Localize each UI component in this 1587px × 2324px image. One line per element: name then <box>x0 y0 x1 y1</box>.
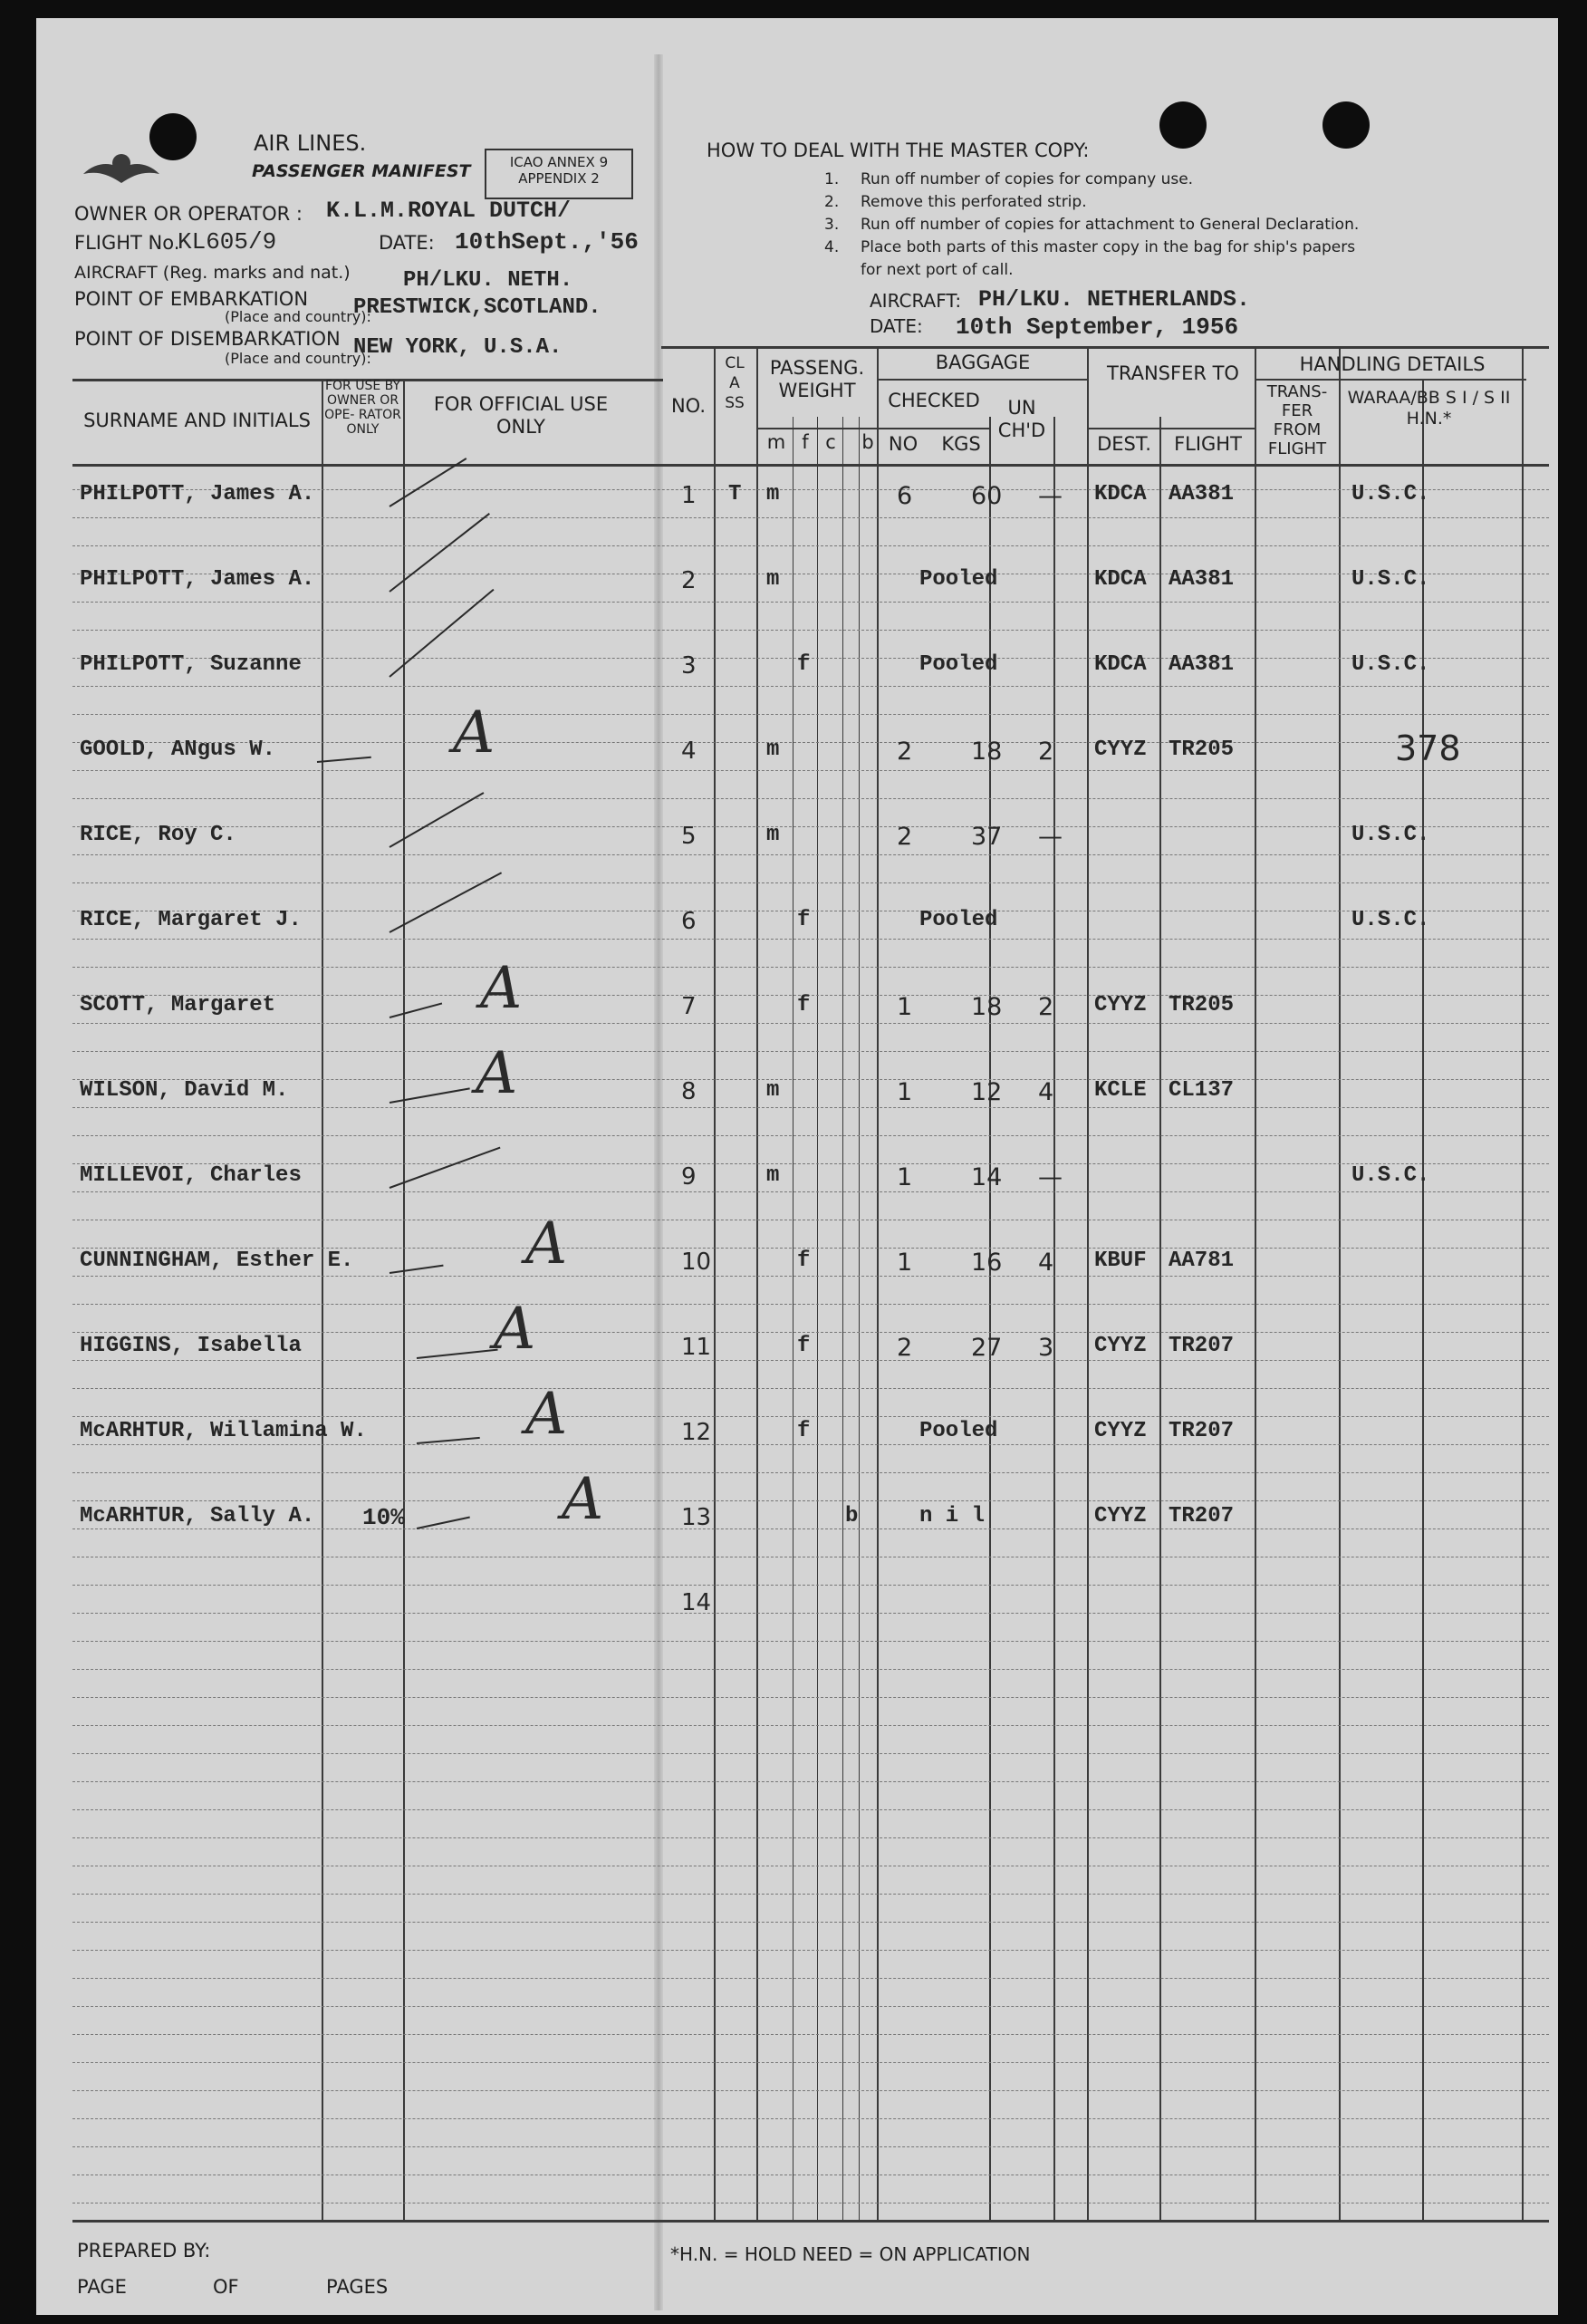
col-divider <box>1339 346 1341 2220</box>
passenger-name: CUNNINGHAM, Esther E. <box>80 1249 354 1273</box>
row-number: 11 <box>681 1334 712 1361</box>
official-mark: A <box>480 955 523 1022</box>
disembark-sub: (Place and country): <box>225 350 371 367</box>
master-step: 1. Run off number of copies for company use. <box>824 170 1194 188</box>
weight-m: m <box>766 1163 780 1188</box>
transfer-dest: CYYZ <box>1094 993 1147 1017</box>
passenger-name: HIGGINS, Isabella <box>80 1334 302 1358</box>
ruling-line <box>72 1107 1549 1108</box>
row-number: 1 <box>681 482 697 509</box>
ruling-line <box>72 742 1549 743</box>
ruling-line <box>72 939 1549 940</box>
baggage-pooled: Pooled <box>919 567 998 592</box>
master-step: 4. Place both parts of this master copy in the bag for ship's papers <box>824 238 1356 256</box>
transfer-dest: CYYZ <box>1094 1419 1147 1443</box>
handwritten-stroke <box>417 1349 498 1359</box>
embark-value: PRESTWICK,SCOTLAND. <box>353 295 601 320</box>
baggage-kgs: 16 <box>971 1249 1003 1277</box>
baggage-count: 1 <box>897 1078 913 1106</box>
punch-hole <box>1159 101 1207 149</box>
weight-f: f <box>797 908 811 932</box>
col-transfer-from: TRANS- FER FROM FLIGHT <box>1266 382 1328 458</box>
weight-f: f <box>797 993 811 1017</box>
weight-b: b <box>845 1504 859 1528</box>
weight-f: f <box>797 1249 811 1273</box>
ruling-line <box>72 1500 1549 1501</box>
ruling-line <box>72 630 1549 631</box>
master-aircraft-label: AIRCRAFT: <box>870 290 962 312</box>
transfer-dest: KDCA <box>1094 567 1147 592</box>
col-surname: SURNAME AND INITIALS <box>83 410 311 431</box>
handling-rule <box>1255 379 1526 381</box>
weight-m: m <box>766 567 780 592</box>
handling-note: U.S.C. <box>1351 1163 1430 1188</box>
passenger-name: WILSON, David M. <box>80 1078 289 1103</box>
passenger-name: PHILPOTT, James A. <box>80 482 315 506</box>
ruling-line <box>72 1837 1549 1838</box>
ruling-line <box>72 1725 1549 1726</box>
ruling-line <box>72 2062 1549 2063</box>
handling-note: U.S.C. <box>1351 823 1430 847</box>
ruling-line <box>72 2118 1549 2119</box>
row-number: 14 <box>681 1589 712 1616</box>
baggage-kgs: 60 <box>971 482 1003 510</box>
transfer-flight: TR207 <box>1169 1334 1235 1358</box>
transfer-dest: KCLE <box>1094 1078 1147 1103</box>
baggage-unchd: 4 <box>1038 1249 1054 1277</box>
date-label: DATE: <box>379 232 435 254</box>
weight-m: m <box>766 823 780 847</box>
transfer-flight: AA381 <box>1169 482 1235 506</box>
passenger-name: McARHTUR, Sally A. <box>80 1504 315 1528</box>
flight-label: FLIGHT No. <box>74 232 180 254</box>
aircraft-value: PH/LKU. NETH. <box>403 268 573 293</box>
baggage-kgs: 27 <box>971 1334 1003 1362</box>
col-passeng-weight: PASSENG. WEIGHT <box>769 357 865 401</box>
icao-box <box>485 149 633 199</box>
row-number: 10 <box>681 1249 712 1276</box>
transfer-dest: KDCA <box>1094 652 1147 677</box>
master-date-value: 10th September, 1956 <box>956 313 1239 341</box>
baggage-unchd: 3 <box>1038 1334 1054 1362</box>
col-divider <box>1255 346 1256 2220</box>
baggage-pooled: n i l <box>919 1504 986 1528</box>
baggage-count: 2 <box>897 738 913 766</box>
table-top-rule-right <box>661 346 1549 349</box>
ruling-line <box>72 1809 1549 1810</box>
col-class: CLASS <box>725 354 745 412</box>
ruling-line <box>72 854 1549 855</box>
col-divider <box>322 379 323 2220</box>
handling-note: U.S.C. <box>1351 567 1430 592</box>
master-step: for next port of call. <box>861 261 1014 279</box>
weight-m: m <box>766 482 780 506</box>
master-aircraft-value: PH/LKU. NETHERLANDS. <box>978 286 1251 313</box>
master-step: 3. Run off number of copies for attachment to General Declaration. <box>824 216 1360 234</box>
col-divider <box>1522 346 1524 2220</box>
transfer-rule <box>1087 428 1255 429</box>
baggage-count: 1 <box>897 1163 913 1191</box>
ruling-line <box>72 1669 1549 1670</box>
col-no: NO. <box>670 395 707 417</box>
baggage-count: 1 <box>897 1249 913 1277</box>
master-copy-steps <box>824 169 1359 282</box>
baggage-unchd: — <box>1038 482 1063 510</box>
hn-note: *H.N. = HOLD NEED = ON APPLICATION <box>670 2243 1031 2265</box>
class-mark: T <box>728 482 742 506</box>
ruling-line <box>72 1472 1549 1473</box>
airline-logo-icon <box>80 143 163 198</box>
ruling-line <box>72 1950 1549 1951</box>
passenger-name: GOOLD, ANgus W. <box>80 738 276 762</box>
baggage-unchd: 2 <box>1038 738 1054 766</box>
official-mark: A <box>476 1040 518 1107</box>
col-checked: CHECKED <box>888 390 980 411</box>
row-number: 8 <box>681 1078 697 1105</box>
col-kgs: KGS <box>941 433 981 455</box>
baggage-kgs: 37 <box>971 823 1003 851</box>
perforated-strip <box>654 54 663 2310</box>
of-label: OF <box>213 2276 239 2298</box>
baggage-unchd: — <box>1038 823 1063 851</box>
ruling-line <box>72 1922 1549 1923</box>
baggage-kgs: 12 <box>971 1078 1003 1106</box>
col-f: f <box>802 431 809 453</box>
col-b: b <box>861 431 874 453</box>
handling-note: U.S.C. <box>1351 908 1430 932</box>
ruling-line <box>72 2006 1549 2007</box>
prepared-by-label: PREPARED BY: <box>77 2240 211 2261</box>
weight-rule <box>756 428 877 429</box>
row-number: 9 <box>681 1163 697 1191</box>
row-number: 5 <box>681 823 697 850</box>
ruling-line <box>72 1276 1549 1277</box>
owner-use: 10% <box>362 1504 405 1531</box>
ruling-line <box>72 882 1549 883</box>
weight-f: f <box>797 1334 811 1358</box>
passenger-name: SCOTT, Margaret <box>80 993 276 1017</box>
transfer-flight: AA381 <box>1169 567 1235 592</box>
ruling-line <box>72 1388 1549 1389</box>
weight-f: f <box>797 1419 811 1443</box>
owner-label: OWNER OR OPERATOR : <box>74 203 303 225</box>
manifest-sheet <box>36 18 1558 2315</box>
handwritten-stroke <box>390 1265 444 1274</box>
ruling-line <box>72 1444 1549 1445</box>
col-m: m <box>766 431 786 453</box>
col-divider <box>403 379 405 2220</box>
handwritten-stroke <box>390 1147 501 1189</box>
ruling-line <box>72 995 1549 996</box>
transfer-flight: TR205 <box>1169 738 1235 762</box>
baggage-pooled: Pooled <box>919 652 998 677</box>
ruling-line <box>72 1753 1549 1754</box>
official-mark: A <box>562 1466 604 1533</box>
passenger-name: McARHTUR, Willamina W. <box>80 1419 367 1443</box>
flight-value: KL605/9 <box>178 228 277 256</box>
punch-hole <box>1322 101 1370 149</box>
row-number: 2 <box>681 567 697 594</box>
handwritten-stroke <box>417 1437 480 1444</box>
owner-value: K.L.M.ROYAL DUTCH/ <box>326 198 572 224</box>
ruling-line <box>72 1360 1549 1361</box>
handwritten-stroke <box>417 1517 470 1529</box>
transfer-dest: KDCA <box>1094 482 1147 506</box>
handwritten-stroke <box>390 872 503 932</box>
weight-m: m <box>766 738 780 762</box>
weight-f: f <box>797 652 811 677</box>
transfer-flight: TR207 <box>1169 1419 1235 1443</box>
ruling-line <box>72 1613 1549 1614</box>
ruling-line <box>72 1697 1549 1698</box>
pages-label: PAGES <box>326 2276 389 2298</box>
ruling-line <box>72 1781 1549 1782</box>
ruling-line <box>72 602 1549 603</box>
ruling-line <box>72 2034 1549 2035</box>
ruling-line <box>72 1135 1549 1136</box>
ruling-line <box>72 517 1549 518</box>
row-number: 12 <box>681 1419 712 1446</box>
baggage-rule <box>877 379 1087 381</box>
baggage-pooled: Pooled <box>919 908 998 932</box>
handwritten-stroke <box>390 1087 470 1104</box>
col-checked-no: NO <box>888 433 919 455</box>
row-number: 4 <box>681 738 697 765</box>
ruling-line <box>72 1894 1549 1895</box>
ruling-line <box>72 1332 1549 1333</box>
ruling-line <box>72 1304 1549 1305</box>
official-mark: A <box>453 699 495 767</box>
official-mark: A <box>494 1296 536 1363</box>
row-number: 13 <box>681 1504 712 1531</box>
baggage-count: 1 <box>897 993 913 1021</box>
ruling-line <box>72 1528 1549 1529</box>
official-mark: A <box>525 1210 568 1278</box>
ruling-line <box>72 686 1549 687</box>
date-value: 10thSept.,'56 <box>455 228 639 256</box>
baggage-unchd: 4 <box>1038 1078 1054 1106</box>
embark-label: POINT OF EMBARKATION <box>74 288 309 310</box>
transfer-flight: TR205 <box>1169 993 1235 1017</box>
ruling-line <box>72 714 1549 715</box>
ruling-line <box>72 798 1549 799</box>
row-number: 3 <box>681 652 697 680</box>
transfer-dest: CYYZ <box>1094 1504 1147 1528</box>
master-date-label: DATE: <box>870 315 923 337</box>
baggage-unchd: — <box>1038 1163 1063 1191</box>
page-label: PAGE <box>77 2276 127 2298</box>
col-unchd: UN CH'D <box>997 397 1046 441</box>
passenger-name: PHILPOTT, James A. <box>80 567 315 592</box>
disembark-value: NEW YORK, U.S.A. <box>353 335 563 360</box>
ruling-line <box>72 1978 1549 1979</box>
embark-sub: (Place and country): <box>225 308 371 325</box>
ruling-line <box>72 1641 1549 1642</box>
baggage-count: 2 <box>897 1334 913 1362</box>
col-for-use-by: FOR USE BY OWNER OR OPE- RATOR ONLY <box>324 379 401 437</box>
icao-box-line2: APPENDIX 2 <box>518 170 600 187</box>
baggage-count: 2 <box>897 823 913 851</box>
baggage-unchd: 2 <box>1038 993 1054 1021</box>
ruling-line <box>72 1191 1549 1192</box>
checked-rule <box>877 428 989 429</box>
master-step: 2. Remove this perforated strip. <box>824 193 1087 211</box>
transfer-dest: CYYZ <box>1094 738 1147 762</box>
transfer-dest: KBUF <box>1094 1249 1147 1273</box>
handling-note: 378 <box>1395 728 1461 768</box>
ruling-line <box>72 2090 1549 2091</box>
col-handling: HANDLING DETAILS <box>1299 353 1486 375</box>
ruling-line <box>72 1023 1549 1024</box>
col-divider <box>714 346 716 2220</box>
ruling-line <box>72 770 1549 771</box>
handwritten-stroke <box>390 1003 442 1018</box>
ruling-line <box>72 826 1549 827</box>
passenger-name: PHILPOTT, Suzanne <box>80 652 302 677</box>
ruling-line <box>72 1585 1549 1586</box>
col-official: FOR OFFICIAL USE ONLY <box>433 393 609 438</box>
form-title: PASSENGER MANIFEST <box>252 161 471 181</box>
col-flight: FLIGHT <box>1174 433 1242 455</box>
baggage-kgs: 14 <box>971 1163 1003 1191</box>
handwritten-stroke <box>317 757 371 763</box>
transfer-flight: CL137 <box>1169 1078 1235 1103</box>
col-waraa: WARAA/BB S I / S II H.N.* <box>1347 388 1511 429</box>
ruling-line <box>72 545 1549 546</box>
passenger-name: MILLEVOI, Charles <box>80 1163 302 1188</box>
transfer-flight: AA781 <box>1169 1249 1235 1273</box>
passenger-name: RICE, Roy C. <box>80 823 236 847</box>
row-number: 6 <box>681 908 697 935</box>
header-bottom-rule <box>72 464 1549 467</box>
transfer-flight: AA381 <box>1169 652 1235 677</box>
passenger-name: RICE, Margaret J. <box>80 908 302 932</box>
handling-note: U.S.C. <box>1351 482 1430 506</box>
transfer-dest: CYYZ <box>1094 1334 1147 1358</box>
baggage-count: 6 <box>897 482 913 510</box>
official-mark: A <box>525 1381 568 1448</box>
table-bottom-rule <box>72 2220 1549 2223</box>
master-copy-title: HOW TO DEAL WITH THE MASTER COPY: <box>707 140 1090 161</box>
disembark-label: POINT OF DISEMBARKATION <box>74 328 341 350</box>
baggage-kgs: 18 <box>971 993 1003 1021</box>
handling-note: U.S.C. <box>1351 652 1430 677</box>
col-divider <box>877 346 879 2220</box>
col-baggage: BAGGAGE <box>935 352 1031 373</box>
ruling-line <box>72 1051 1549 1052</box>
baggage-pooled: Pooled <box>919 1419 998 1443</box>
col-divider <box>756 346 758 2220</box>
baggage-kgs: 18 <box>971 738 1003 766</box>
ruling-line <box>72 2146 1549 2147</box>
transfer-flight: TR207 <box>1169 1504 1235 1528</box>
row-number: 7 <box>681 993 697 1020</box>
col-dest: DEST. <box>1097 433 1151 455</box>
aircraft-label: AIRCRAFT (Reg. marks and nat.) <box>74 263 351 283</box>
col-divider <box>1087 346 1089 2220</box>
weight-m: m <box>766 1078 780 1103</box>
ruling-line <box>72 1079 1549 1080</box>
ruling-line <box>72 967 1549 968</box>
ruling-line <box>72 1416 1549 1417</box>
col-transfer-to: TRANSFER TO <box>1107 362 1239 384</box>
airline-word: AIR LINES. <box>254 130 367 156</box>
icao-box-line1: ICAO ANNEX 9 <box>509 154 609 170</box>
col-c: c <box>825 431 836 453</box>
